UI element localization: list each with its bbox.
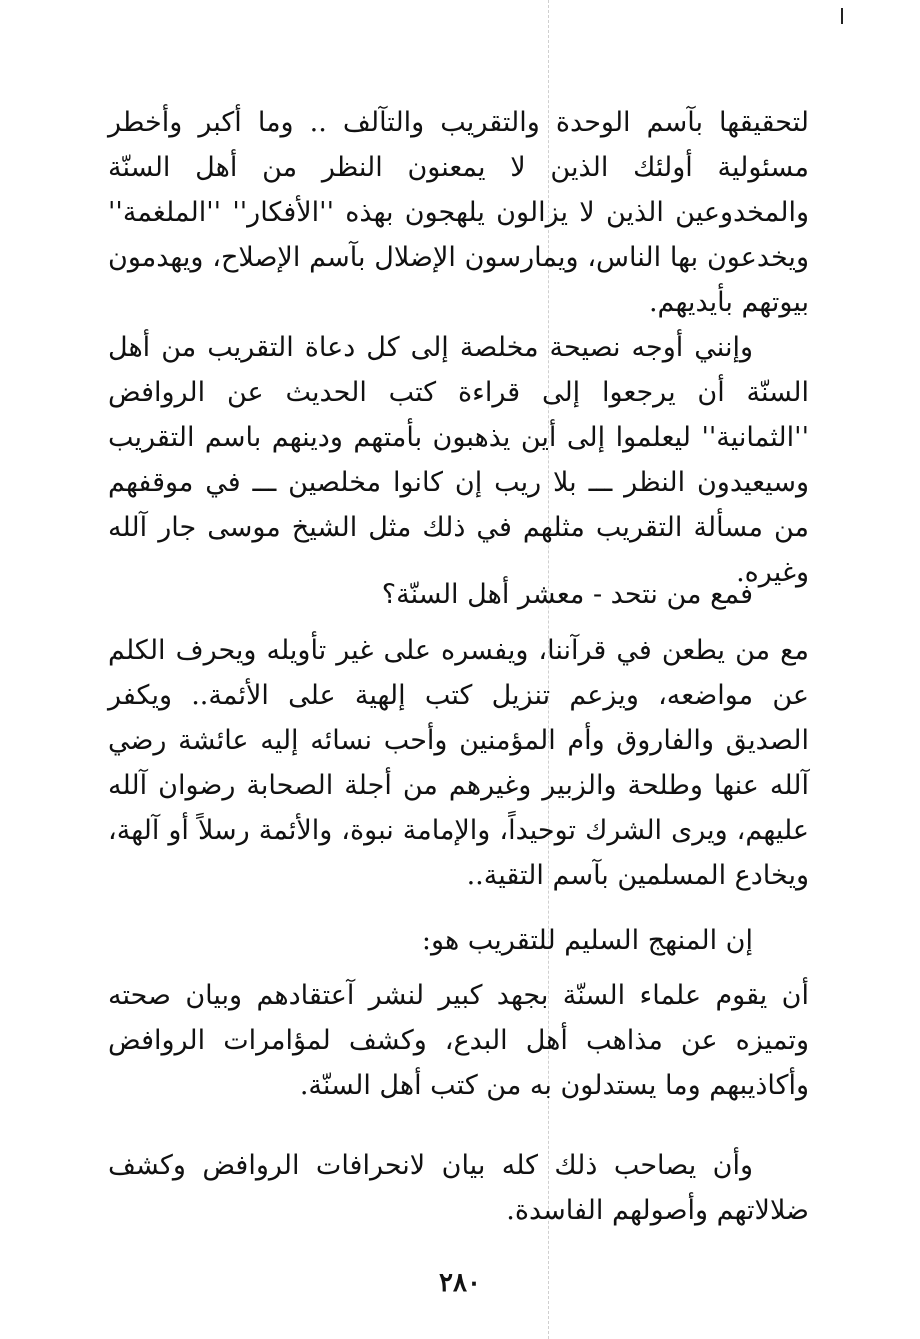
paragraph-3-text: فمع من نتحد - معشر أهل السنّة؟: [381, 579, 753, 610]
paragraph-7-text: وأن يصاحب ذلك كله بيان لانحرافات الروافض وكشف ضلالاتهم وأصولهم الفاسدة.: [108, 1150, 809, 1226]
paragraph-2-text: وإنني أوجه نصيحة مخلصة إلى كل دعاة التقريب من أهل السنّة أن يرجعوا إلى قراءة كتب الحديث عن الروافض ''الثمانية'' ليعلموا إلى أين يذهبون بأمتهم ودينهم باسم التقريب وسيعيدون النظر ـــ بلا ريب إن كانوا مخلصين ـــ في موقفهم من مسألة التقريب مثلهم في ذلك مثل الشيخ موسى جار آلله وغيره.: [108, 332, 809, 588]
page-number: ٢٨٠: [439, 1268, 481, 1298]
paragraph-1-text: لتحقيقها بآسم الوحدة والتقريب والتآلف .. وما أكبر وأخطر مسئولية أولئك الذين لا يمعنون النظر من أهل السنّة والمخدوعين الذين لا يزالون يلهجون بهذه ''الأفكار'' ''الملغمة'' ويخدعون بها الناس، ويمارسون الإضلال بآسم الإصلاح، ويهدمون بيوتهم بأيديهم.: [108, 107, 809, 318]
paragraph-2: [108, 325, 809, 595]
paragraph-6: [108, 973, 809, 1108]
paragraph-6-text: أن يقوم علماء السنّة بجهد كبير لنشر آعتقادهم وبيان صحته وتميزه عن مذاهب أهل البدع، وكشف لمؤامرات الروافض وأكاذيبهم وما يستدلون به من كتب أهل السنّة.: [108, 980, 809, 1101]
paragraph-4-text: مع من يطعن في قرآننا، ويفسره على غير تأويله ويحرف الكلم عن مواضعه، ويزعم تنزيل كتب إلهية على الأئمة.. ويكفر الصديق والفاروق وأم المؤمنين وأحب نسائه إليه عائشة رضي آلله عنها وطلحة والزبير وغيرهم من أجلة الصحابة رضوان آلله عليهم، ويرى الشرك توحيداً، والإمامة نبوة، والأئمة رسلاً أو آلهة، ويخادع المسلمين بآسم التقية..: [108, 635, 809, 891]
paragraph-7: [108, 1143, 809, 1233]
page-edge-mark: [841, 8, 843, 24]
paragraph-5: [108, 918, 809, 963]
paragraph-5-text: إن المنهج السليم للتقريب هو:: [421, 925, 753, 956]
paragraph-1: [108, 100, 809, 325]
paragraph-3: [108, 572, 809, 617]
paragraph-4: [108, 628, 809, 898]
